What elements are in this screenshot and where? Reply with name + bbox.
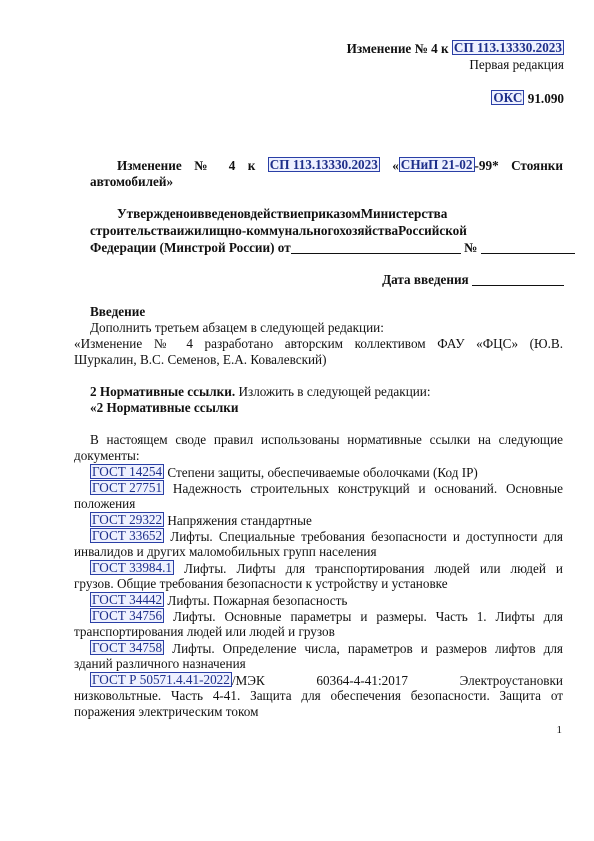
reference-item: ГОСТ 34756 Лифты. Основные параметры и размеры. Часть 1. Лифты для bbox=[92, 608, 563, 624]
ref-link[interactable]: ГОСТ 27751 bbox=[92, 480, 163, 495]
reference-item-cont: положения bbox=[74, 496, 136, 511]
ref-link[interactable]: ГОСТ 34758 bbox=[92, 640, 163, 655]
reference-item: ГОСТ 33652 Лифты. Специальные требования безопасности и доступности для bbox=[92, 528, 563, 544]
reference-item: ГОСТ 29322 Напряжения стандартные bbox=[92, 512, 312, 528]
date-of-introduction: Дата введения bbox=[382, 272, 564, 288]
approval-line3: Федерации (Минстрой России) от № bbox=[90, 240, 575, 256]
oks-link[interactable]: ОКС bbox=[493, 90, 523, 105]
section2-quote-heading: «2 Нормативные ссылки bbox=[90, 400, 239, 415]
ref-link[interactable]: ГОСТ 34442 bbox=[92, 592, 163, 607]
reference-item: ГОСТ 27751 Надежность строительных конструкций и оснований. Основные bbox=[92, 480, 563, 496]
ref-link[interactable]: ГОСТ 33652 bbox=[92, 528, 163, 543]
document-title-line1: Изменение № 4 к СП 113.13330.2023 « СНиП 21-02 -99* Стоянки bbox=[117, 157, 563, 173]
edition-label: Первая редакция bbox=[469, 57, 564, 72]
reference-item-cont: транспортирования людей или людей и грузов bbox=[74, 624, 335, 639]
intro-line2: «Изменение № 4 разработано авторским коллективом ФАУ «ФЦС» (Ю.В. bbox=[74, 336, 563, 351]
change-header: Изменение № 4 к СП 113.13330.2023 bbox=[346, 40, 562, 56]
number-blank bbox=[481, 253, 575, 254]
reference-item-cont: низковольтные. Часть 4-41. Защита для обеспечения безопасности. Защита от bbox=[74, 688, 563, 703]
reference-item: ГОСТ 33984.1 Лифты. Лифты для транспортирования людей или людей и bbox=[92, 560, 563, 576]
reference-item-cont: инвалидов и других маломобильных групп населения bbox=[74, 544, 377, 559]
ref-link[interactable]: ГОСТ 29322 bbox=[92, 512, 163, 527]
reference-item-cont: грузов. Общие требования безопасности к устройству и установке bbox=[74, 576, 448, 591]
reference-item-cont: поражения электрическим током bbox=[74, 704, 259, 719]
intro-line1: Дополнить третьем абзацем в следующей редакции: bbox=[90, 320, 384, 335]
date-blank bbox=[291, 253, 461, 254]
ref-link[interactable]: ГОСТ 34756 bbox=[92, 608, 163, 623]
reference-item: ГОСТ Р 50571.4.41-2022 /МЭК 60364-4-41:2017 Электроустановки bbox=[92, 672, 563, 688]
page-number: 1 bbox=[556, 724, 562, 736]
introduction-date-blank bbox=[472, 285, 564, 286]
reference-item: ГОСТ 34758 Лифты. Определение числа, параметров и размеров лифтов для bbox=[92, 640, 563, 656]
ref-link[interactable]: ГОСТ Р 50571.4.41-2022 bbox=[92, 672, 230, 687]
doc-link-snip[interactable]: СНиП 21-02 bbox=[400, 157, 473, 172]
doc-link-sp[interactable]: СП 113.13330.2023 bbox=[453, 40, 562, 55]
reference-item: ГОСТ 14254 Степени защиты, обеспечиваемые оболочками (Код IP) bbox=[92, 464, 478, 480]
oks-code: ОКС 91.090 bbox=[493, 90, 564, 106]
section2-heading: 2 Нормативные ссылки. Изложить в следующей редакции: bbox=[90, 384, 431, 399]
reference-item: ГОСТ 34442 Лифты. Пожарная безопасность bbox=[92, 592, 348, 608]
section2-para-line2: документы: bbox=[74, 448, 140, 463]
doc-link-sp-title[interactable]: СП 113.13330.2023 bbox=[269, 157, 378, 172]
section2-para-line1: В настоящем своде правил использованы нормативные ссылки на следующие bbox=[90, 432, 563, 447]
ref-link[interactable]: ГОСТ 14254 bbox=[92, 464, 163, 479]
ref-link[interactable]: ГОСТ 33984.1 bbox=[92, 560, 172, 575]
approval-line1: УтвержденоивведеновдействиеприказомМинистерства bbox=[117, 206, 448, 221]
approval-line2: строительстваижилищно-коммунальногохозяйстваРоссийской bbox=[90, 223, 467, 238]
document-title-line2: автомобилей» bbox=[90, 174, 174, 189]
intro-heading: Введение bbox=[90, 304, 146, 319]
reference-item-cont: зданий различного назначения bbox=[74, 656, 246, 671]
intro-line3: Шуркалин, В.С. Семенов, Е.А. Ковалевский) bbox=[74, 352, 327, 367]
